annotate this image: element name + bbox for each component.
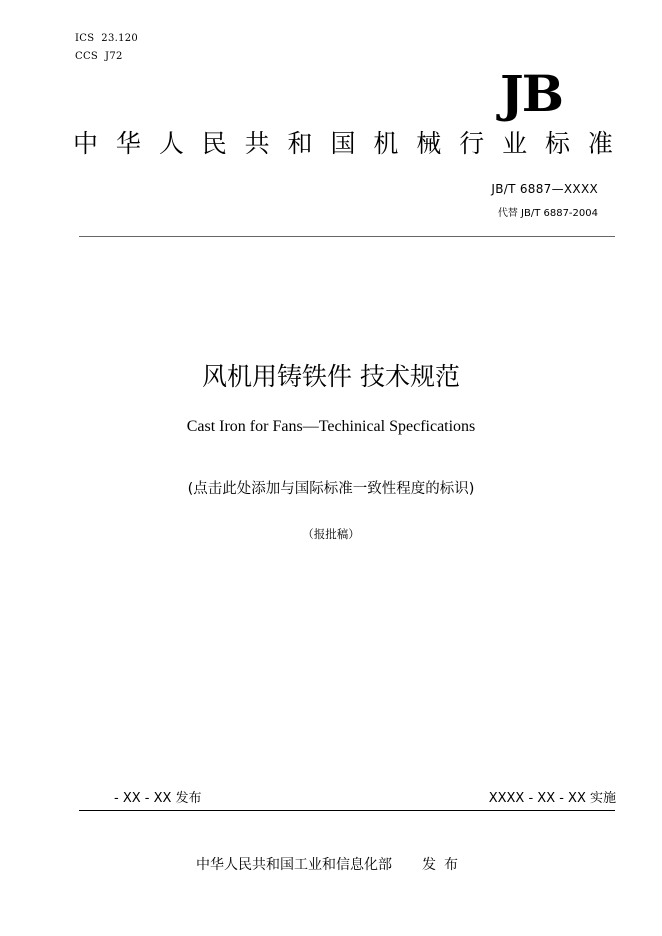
implementation-date: XXXX - XX - XX 实施 — [488, 791, 616, 806]
standard-category-char: 行 — [459, 129, 485, 158]
ics-code: ICS 23.120 — [75, 33, 139, 44]
standard-category-char: 机 — [373, 129, 399, 158]
standard-category-char: 械 — [416, 129, 442, 158]
standard-number: JB/T 6887—XXXX — [491, 182, 598, 196]
standard-category-char: 国 — [330, 129, 356, 158]
publisher-name: 中华人民共和国工业和信息化部 — [196, 857, 392, 873]
standard-category-char: 标 — [544, 129, 570, 158]
publisher-issued-label: 发布 — [422, 857, 466, 873]
bottom-divider — [79, 810, 615, 811]
standard-category-char: 民 — [201, 129, 227, 158]
standard-category-title — [73, 128, 613, 160]
jb-logo: JB — [500, 64, 562, 123]
standard-category-char: 和 — [287, 129, 313, 158]
replaces-standard: 代替 JB/T 6887-2004 — [497, 208, 598, 219]
document-title-english: Cast Iron for Fans—Techinical Specfications — [186, 418, 476, 435]
ccs-code: CCS J72 — [75, 51, 123, 62]
standard-category-char: 人 — [158, 129, 184, 158]
top-divider — [79, 236, 615, 237]
standard-category-char: 业 — [502, 129, 528, 158]
document-title-chinese: 风机用铸铁件 技术规范 — [202, 362, 460, 391]
draft-stage-label: （报批稿） — [302, 527, 360, 541]
issue-date: - XX - XX 发布 — [114, 791, 202, 806]
standard-category-char: 中 — [73, 129, 99, 158]
standard-category-char: 共 — [244, 129, 270, 158]
standard-category-char: 准 — [587, 129, 613, 158]
consistency-placeholder[interactable]: (点击此处添加与国际标准一致性程度的标识) — [187, 481, 475, 497]
publisher-line — [196, 855, 466, 875]
standard-category-char: 华 — [115, 129, 141, 158]
